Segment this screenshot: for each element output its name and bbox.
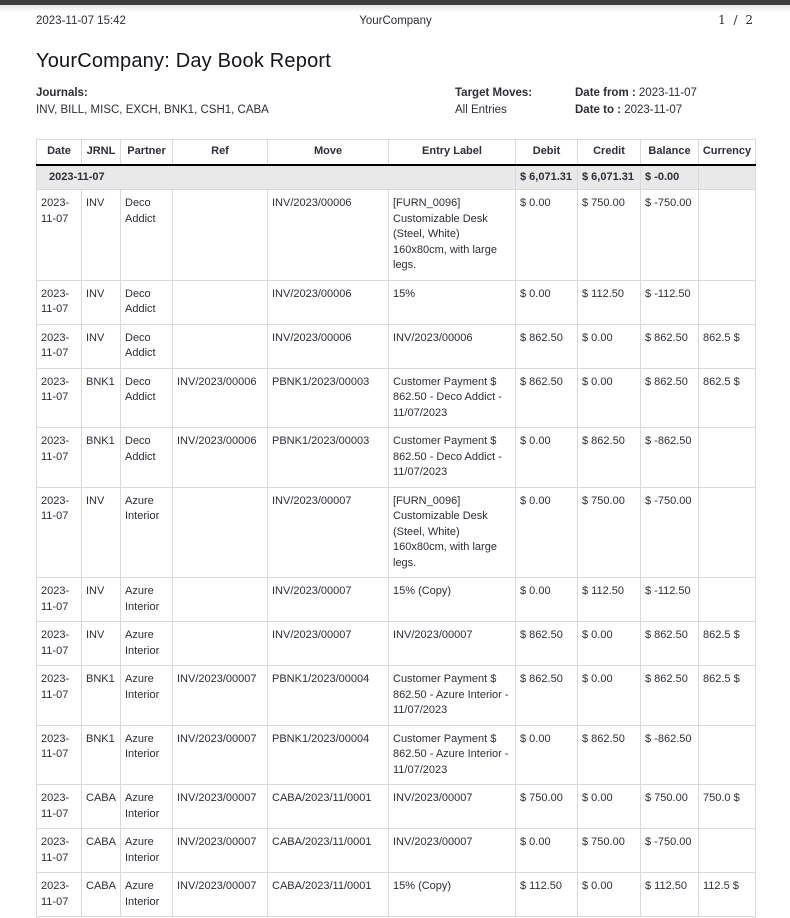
- table-row: [37, 324, 756, 368]
- cell-debit: $ 0.00: [516, 829, 578, 873]
- date-to-line: [575, 102, 755, 119]
- cell-partner: Azure Interior: [121, 578, 173, 622]
- group-debit: $ 6,071.31: [516, 165, 578, 190]
- cell-jrnl: BNK1: [82, 428, 121, 488]
- cell-debit: $ 0.00: [516, 280, 578, 324]
- cell-currency: [699, 190, 756, 281]
- cell-partner: Azure Interior: [121, 622, 173, 666]
- group-credit: $ 6,071.31: [578, 165, 641, 190]
- target-moves-value: All Entries: [455, 104, 507, 116]
- cell-jrnl: INV: [82, 190, 121, 281]
- company-name: YourCompany: [359, 15, 432, 27]
- report-title: YourCompany: Day Book Report: [36, 50, 332, 72]
- cell-partner: Deco Addict: [121, 428, 173, 488]
- cell-currency: 862.5 $: [699, 666, 756, 726]
- cell-jrnl: INV: [82, 280, 121, 324]
- cell-debit: $ 112.50: [516, 873, 578, 917]
- print-datetime: 2023-11-07 15:42: [36, 15, 126, 27]
- cell-ref: [173, 324, 268, 368]
- cell-move: INV/2023/00007: [268, 578, 389, 622]
- cell-balance: $ -862.50: [641, 428, 699, 488]
- cell-date: 2023-11-07: [37, 829, 82, 873]
- cell-entry-label: 15% (Copy): [389, 578, 516, 622]
- table-row: [37, 666, 756, 726]
- cell-balance: $ 750.00: [641, 785, 699, 829]
- cell-debit: $ 862.50: [516, 368, 578, 428]
- cell-date: 2023-11-07: [37, 725, 82, 785]
- column-header-move: Move: [268, 140, 389, 165]
- journals-value: INV, BILL, MISC, EXCH, BNK1, CSH1, CABA: [36, 104, 269, 116]
- cell-jrnl: INV: [82, 622, 121, 666]
- table-row: [37, 785, 756, 829]
- cell-date: 2023-11-07: [37, 873, 82, 917]
- cell-move: INV/2023/00007: [268, 487, 389, 578]
- cell-date: 2023-11-07: [37, 666, 82, 726]
- cell-partner: Azure Interior: [121, 873, 173, 917]
- cell-jrnl: CABA: [82, 873, 121, 917]
- cell-partner: Azure Interior: [121, 829, 173, 873]
- cell-partner: Azure Interior: [121, 487, 173, 578]
- cell-entry-label: Customer Payment $ 862.50 - Deco Addict - 11/07/2023: [389, 368, 516, 428]
- cell-move: CABA/2023/11/0001: [268, 873, 389, 917]
- target-moves-block: [455, 85, 575, 119]
- column-header-balance: Balance: [641, 140, 699, 165]
- cell-debit: $ 0.00: [516, 190, 578, 281]
- date-to-value: 2023-11-07: [624, 104, 683, 116]
- cell-date: 2023-11-07: [37, 785, 82, 829]
- cell-debit: $ 862.50: [516, 666, 578, 726]
- date-to-label: Date to :: [575, 104, 621, 116]
- cell-ref: [173, 622, 268, 666]
- cell-entry-label: INV/2023/00006: [389, 324, 516, 368]
- date-from-line: [575, 85, 755, 102]
- cell-credit: $ 0.00: [578, 368, 641, 428]
- cell-ref: [173, 487, 268, 578]
- cell-jrnl: CABA: [82, 785, 121, 829]
- cell-entry-label: Customer Payment $ 862.50 - Deco Addict - 11/07/2023: [389, 428, 516, 488]
- cell-move: CABA/2023/11/0001: [268, 829, 389, 873]
- cell-balance: $ 862.50: [641, 368, 699, 428]
- date-from-label: Date from :: [575, 87, 636, 99]
- group-currency: [699, 165, 756, 190]
- cell-ref: INV/2023/00006: [173, 368, 268, 428]
- cell-currency: [699, 280, 756, 324]
- column-header-ref: Ref: [173, 140, 268, 165]
- cell-currency: 112.5 $: [699, 873, 756, 917]
- cell-move: INV/2023/00006: [268, 190, 389, 281]
- page-header: [36, 13, 755, 27]
- table-row: [37, 622, 756, 666]
- cell-ref: INV/2023/00007: [173, 725, 268, 785]
- cell-currency: [699, 829, 756, 873]
- column-header-currency: Currency: [699, 140, 756, 165]
- report-filters: [36, 85, 755, 119]
- cell-debit: $ 0.00: [516, 487, 578, 578]
- table-header: [37, 140, 756, 165]
- cell-debit: $ 750.00: [516, 785, 578, 829]
- daybook-table-wrap: [36, 139, 756, 917]
- column-header-debit: Debit: [516, 140, 578, 165]
- cell-jrnl: BNK1: [82, 725, 121, 785]
- cell-entry-label: 15%: [389, 280, 516, 324]
- column-header-partner: Partner: [121, 140, 173, 165]
- cell-move: INV/2023/00006: [268, 324, 389, 368]
- cell-partner: Azure Interior: [121, 666, 173, 726]
- table-row: [37, 873, 756, 917]
- cell-balance: $ 862.50: [641, 666, 699, 726]
- cell-date: 2023-11-07: [37, 487, 82, 578]
- cell-ref: INV/2023/00007: [173, 666, 268, 726]
- cell-move: CABA/2023/11/0001: [268, 785, 389, 829]
- cell-balance: $ -112.50: [641, 578, 699, 622]
- cell-entry-label: 15% (Copy): [389, 873, 516, 917]
- cell-currency: [699, 428, 756, 488]
- cell-credit: $ 0.00: [578, 873, 641, 917]
- date-range-block: [575, 85, 755, 119]
- journals-block: [36, 85, 455, 119]
- cell-date: 2023-11-07: [37, 324, 82, 368]
- daybook-table: [36, 139, 756, 917]
- cell-ref: [173, 578, 268, 622]
- cell-jrnl: INV: [82, 578, 121, 622]
- cell-currency: [699, 578, 756, 622]
- cell-debit: $ 862.50: [516, 324, 578, 368]
- journals-label: Journals:: [36, 87, 88, 99]
- cell-balance: $ -750.00: [641, 487, 699, 578]
- cell-jrnl: INV: [82, 324, 121, 368]
- column-header-entry-label: Entry Label: [389, 140, 516, 165]
- cell-debit: $ 0.00: [516, 578, 578, 622]
- table-row: [37, 829, 756, 873]
- cell-balance: $ -112.50: [641, 280, 699, 324]
- cell-debit: $ 862.50: [516, 622, 578, 666]
- cell-debit: $ 0.00: [516, 428, 578, 488]
- cell-partner: Azure Interior: [121, 725, 173, 785]
- table-header-row: [37, 140, 756, 165]
- cell-jrnl: BNK1: [82, 666, 121, 726]
- cell-credit: $ 0.00: [578, 324, 641, 368]
- table-row: [37, 578, 756, 622]
- cell-credit: $ 0.00: [578, 785, 641, 829]
- cell-balance: $ 112.50: [641, 873, 699, 917]
- column-header-credit: Credit: [578, 140, 641, 165]
- cell-credit: $ 112.50: [578, 578, 641, 622]
- cell-credit: $ 750.00: [578, 190, 641, 281]
- cell-debit: $ 0.00: [516, 725, 578, 785]
- group-total-row: [37, 165, 756, 190]
- cell-date: 2023-11-07: [37, 280, 82, 324]
- cell-balance: $ 862.50: [641, 622, 699, 666]
- cell-move: PBNK1/2023/00003: [268, 428, 389, 488]
- cell-ref: INV/2023/00006: [173, 428, 268, 488]
- table-row: [37, 190, 756, 281]
- cell-credit: $ 750.00: [578, 829, 641, 873]
- cell-ref: INV/2023/00007: [173, 785, 268, 829]
- cell-currency: [699, 725, 756, 785]
- viewer-top-bar-shadow: [0, 5, 790, 12]
- table-row: [37, 368, 756, 428]
- page-indicator: 1 / 2: [718, 13, 756, 27]
- cell-entry-label: INV/2023/00007: [389, 622, 516, 666]
- cell-date: 2023-11-07: [37, 622, 82, 666]
- cell-credit: $ 862.50: [578, 428, 641, 488]
- cell-move: PBNK1/2023/00003: [268, 368, 389, 428]
- cell-move: PBNK1/2023/00004: [268, 666, 389, 726]
- cell-balance: $ -750.00: [641, 190, 699, 281]
- cell-jrnl: BNK1: [82, 368, 121, 428]
- cell-partner: Deco Addict: [121, 190, 173, 281]
- cell-entry-label: [FURN_0096] Customizable Desk (Steel, White) 160x80cm, with large legs.: [389, 190, 516, 281]
- cell-date: 2023-11-07: [37, 578, 82, 622]
- cell-entry-label: [FURN_0096] Customizable Desk (Steel, White) 160x80cm, with large legs.: [389, 487, 516, 578]
- table-row: [37, 428, 756, 488]
- cell-ref: [173, 280, 268, 324]
- cell-entry-label: Customer Payment $ 862.50 - Azure Interior - 11/07/2023: [389, 666, 516, 726]
- cell-currency: 862.5 $: [699, 622, 756, 666]
- target-moves-label: Target Moves:: [455, 87, 533, 99]
- cell-partner: Deco Addict: [121, 324, 173, 368]
- cell-date: 2023-11-07: [37, 368, 82, 428]
- group-balance: $ -0.00: [641, 165, 699, 190]
- cell-date: 2023-11-07: [37, 428, 82, 488]
- cell-credit: $ 862.50: [578, 725, 641, 785]
- cell-credit: $ 0.00: [578, 666, 641, 726]
- cell-entry-label: Customer Payment $ 862.50 - Azure Interior - 11/07/2023: [389, 725, 516, 785]
- cell-balance: $ -750.00: [641, 829, 699, 873]
- cell-ref: INV/2023/00007: [173, 829, 268, 873]
- date-from-value: 2023-11-07: [638, 87, 697, 99]
- cell-move: INV/2023/00006: [268, 280, 389, 324]
- table-row: [37, 280, 756, 324]
- cell-currency: 750.0 $: [699, 785, 756, 829]
- cell-credit: $ 0.00: [578, 622, 641, 666]
- cell-entry-label: INV/2023/00007: [389, 785, 516, 829]
- cell-entry-label: INV/2023/00007: [389, 829, 516, 873]
- cell-partner: Deco Addict: [121, 280, 173, 324]
- cell-date: 2023-11-07: [37, 190, 82, 281]
- cell-ref: INV/2023/00007: [173, 873, 268, 917]
- cell-balance: $ -862.50: [641, 725, 699, 785]
- cell-credit: $ 750.00: [578, 487, 641, 578]
- cell-balance: $ 862.50: [641, 324, 699, 368]
- cell-partner: Azure Interior: [121, 785, 173, 829]
- cell-credit: $ 112.50: [578, 280, 641, 324]
- table-row: [37, 725, 756, 785]
- cell-jrnl: CABA: [82, 829, 121, 873]
- column-header-date: Date: [37, 140, 82, 165]
- cell-ref: [173, 190, 268, 281]
- cell-partner: Deco Addict: [121, 368, 173, 428]
- table-body: [37, 165, 756, 917]
- table-row: [37, 487, 756, 578]
- cell-move: PBNK1/2023/00004: [268, 725, 389, 785]
- column-header-jrnl: JRNL: [82, 140, 121, 165]
- cell-move: INV/2023/00007: [268, 622, 389, 666]
- cell-currency: 862.5 $: [699, 368, 756, 428]
- cell-currency: 862.5 $: [699, 324, 756, 368]
- cell-jrnl: INV: [82, 487, 121, 578]
- group-date: 2023-11-07: [37, 165, 516, 190]
- cell-currency: [699, 487, 756, 578]
